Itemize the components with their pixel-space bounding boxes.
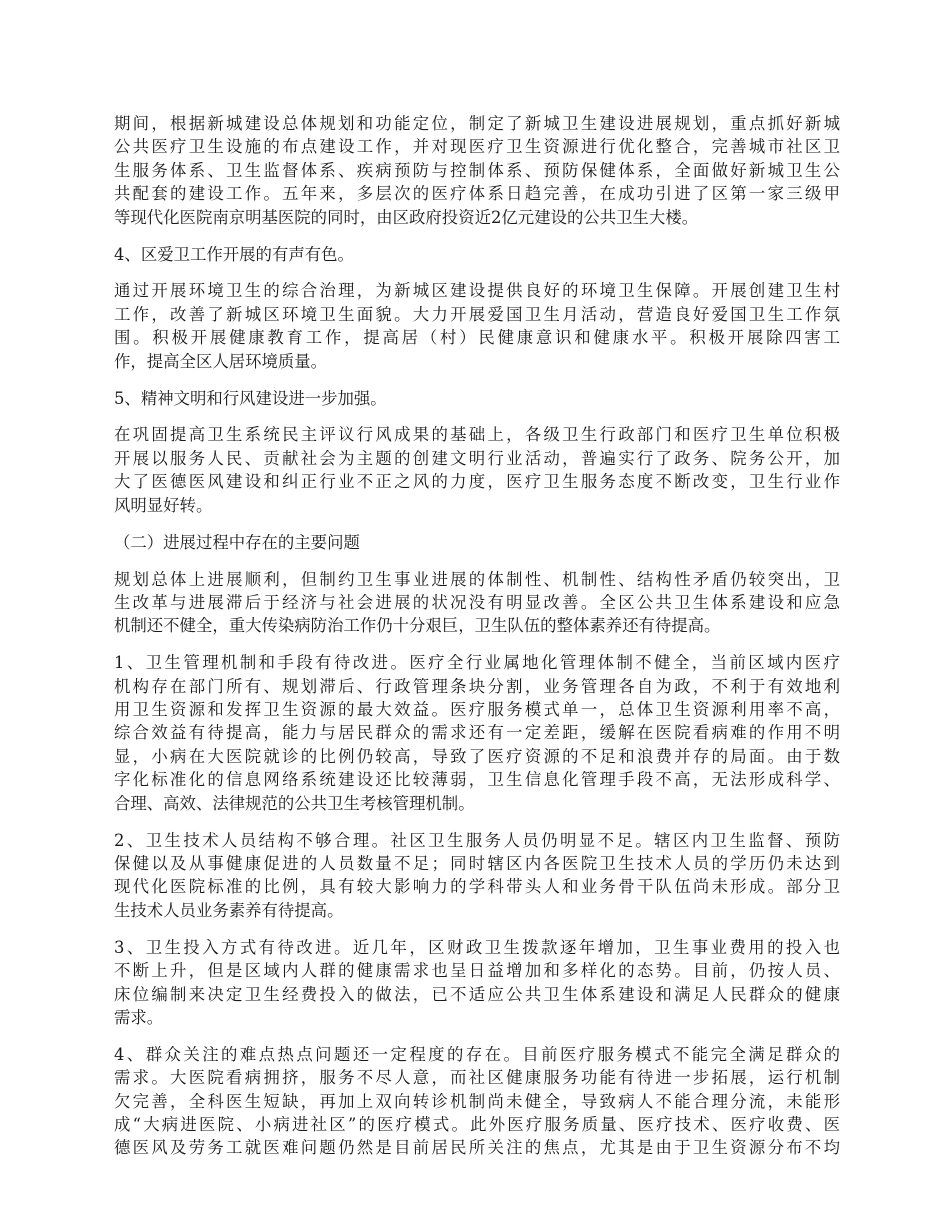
text-line: 生技术人员业务素养有待提高。: [114, 900, 344, 920]
paragraph-p3: [114, 279, 840, 373]
text-line: 机构存在部门所有、规划滞后、行政管理条块分割，业务管理各自为政，不利于有效地利: [114, 676, 840, 696]
text-line: 5、精神文明和行风建设进一步加强。: [114, 388, 387, 408]
paragraph-p5: [114, 423, 840, 517]
text-line: 现代化医院标准的比例，具有较大影响力的学科带头人和业务骨干队伍尚未形成。部分卫: [114, 877, 840, 897]
text-line: 风明显好转。: [114, 495, 213, 515]
text-line: 显，小病在大医院就诊的比例仍较高，导致了医疗资源的不足和浪费并存的局面。由于数: [114, 746, 840, 766]
text-line: 公共医疗卫生设施的布点建设工作，并对现医疗卫生资源进行优化整合，完善城市社区卫: [114, 137, 840, 157]
text-line: 大了医德医风建设和纠正行业不正之风的力度，医疗卫生服务态度不断改变，卫生行业作: [114, 472, 840, 492]
text-line: 通过开展环境卫生的综合治理，为新城区建设提供良好的环境卫生保障。开展创建卫生村: [114, 281, 840, 301]
text-line: 规划总体上进展顺利，但制约卫生事业进展的体制性、机制性、结构性矛盾仍较突出，卫: [114, 569, 840, 589]
text-line: 1、卫生管理机制和手段有待改进。医疗全行业属地化管理体制不健全，当前区域内医疗: [114, 653, 840, 673]
text-line: 欠完善，全科医生短缺，再加上双向转诊机制尚未健全，导致病人不能合理分流，未能形: [114, 1091, 840, 1111]
text-line: 字化标准化的信息网络系统建设还比较薄弱，卫生信息化管理手段不高，无法形成科学、: [114, 770, 840, 790]
paragraph-p6: [114, 531, 840, 554]
paragraph-p9: [114, 829, 840, 923]
text-line: 用卫生资源和发挥卫生资源的最大效益。医疗服务模式单一，总体卫生资源利用率不高，: [114, 700, 840, 720]
text-line: 合理、高效、法律规范的公共卫生考核管理机制。: [114, 793, 475, 813]
text-line: 共配套的建设工作。五年来，多层次的医疗体系日趋完善，在成功引进了区第一家三级甲: [114, 184, 840, 204]
text-line: 生改革与进展滞后于经济与社会进展的状况没有明显改善。全区公共卫生体系建设和应急: [114, 592, 840, 612]
text-line: 德医风及劳务工就医难问题仍然是目前居民所关注的焦点，尤其是由于卫生资源分布不均: [114, 1138, 840, 1158]
text-line: 机制还不健全，重大传染病防治工作仍十分艰巨，卫生队伍的整体素养还有待提高。: [114, 616, 721, 636]
paragraph-p7: [114, 568, 840, 638]
text-line: 工作，改善了新城区环境卫生面貌。大力开展爱国卫生月活动，营造良好爱国卫生工作氛: [114, 304, 840, 324]
text-line: 4、群众关注的难点热点问题还一定程度的存在。目前医疗服务模式不能完全满足群众的: [114, 1044, 840, 1064]
text-line: 4、区爱卫工作开展的有声有色。: [114, 244, 354, 264]
text-line: 围。积极开展健康教育工作，提高居（村）民健康意识和健康水平。积极开展除四害工: [114, 328, 840, 348]
paragraph-p2: [114, 243, 840, 266]
text-line: 成“大病进医院、小病进社区”的医疗模式。此外医疗服务质量、医疗技术、医疗收费、医: [114, 1115, 840, 1135]
text-line: 期间，根据新城建设总体规划和功能定位，制定了新城卫生建设进展规划，重点抓好新城: [114, 114, 840, 133]
text-line: 保健以及从事健康促进的人员数量不足；同时辖区内各医院卫生技术人员的学历仍未达到: [114, 853, 840, 873]
text-line: 作，提高全区人居环境质量。: [114, 351, 328, 371]
text-line: 开展以服务人民、贡献社会为主题的创建文明行业活动，普遍实行了政务、院务公开，加: [114, 448, 840, 468]
paragraph-p8: [114, 651, 840, 815]
paragraph-p11: [114, 1043, 840, 1160]
document-body: [114, 112, 840, 1160]
text-line: 需求。大医院看病拥挤，服务不尽人意，而社区健康服务功能有待进一步拓展，运行机制: [114, 1068, 840, 1088]
text-line: 综合效益有待提高，能力与居民群众的需求还有一定差距，缓解在医院看病难的作用不明: [114, 723, 840, 743]
paragraph-p10: [114, 936, 840, 1030]
text-line: 3、卫生投入方式有待改进。近几年，区财政卫生拨款逐年增加，卫生事业费用的投入也: [114, 937, 840, 957]
text-line: 生服务体系、卫生监督体系、疾病预防与控制体系、预防保健体系，全面做好新城卫生公: [114, 160, 840, 180]
paragraph-p4: [114, 387, 840, 410]
paragraph-p1: [114, 112, 840, 229]
text-line: 2、卫生技术人员结构不够合理。社区卫生服务人员仍明显不足。辖区内卫生监督、预防: [114, 830, 840, 850]
text-line: 在巩固提高卫生系统民主评议行风成果的基础上，各级卫生行政部门和医疗卫生单位积极: [114, 425, 840, 445]
text-line: 床位编制来决定卫生经费投入的做法，已不适应公共卫生体系建设和满足人民群众的健康: [114, 984, 840, 1004]
text-line: 需求。: [114, 1007, 164, 1027]
text-line: 不断上升，但是区域内人群的健康需求也呈日益增加和多样化的态势。目前，仍按人员、: [114, 961, 840, 981]
text-line: 等现代化医院南京明基医院的同时，由区政府投资近2亿元建设的公共卫生大楼。: [114, 207, 699, 227]
text-line: （二）进展过程中存在的主要问题: [114, 532, 360, 552]
